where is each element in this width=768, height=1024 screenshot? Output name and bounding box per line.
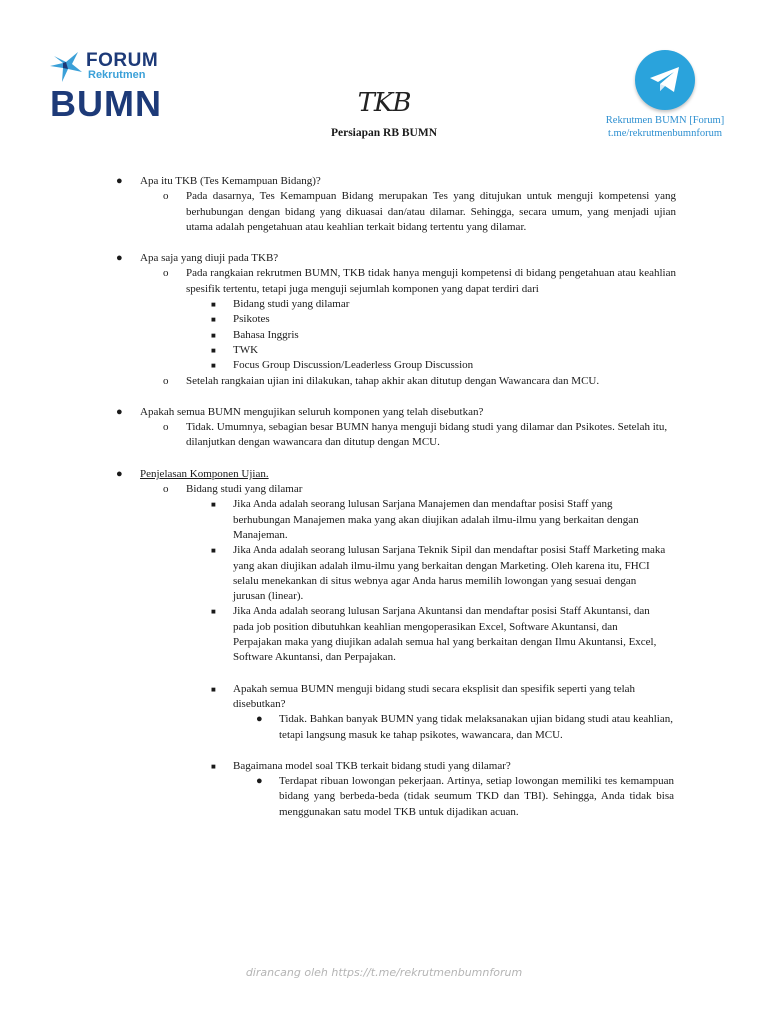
square-bullet-icon: ■ bbox=[211, 500, 216, 510]
footer-credit: dirancang oleh https://t.me/rekrutmenbumnforum bbox=[245, 966, 523, 979]
square-bullet-icon: ■ bbox=[211, 345, 216, 355]
document-body bbox=[0, 174, 768, 820]
square-bullet-icon: ■ bbox=[211, 315, 216, 325]
circle-bullet-icon: o bbox=[163, 190, 169, 203]
list-item: ■ Bahasa Inggris bbox=[0, 328, 768, 343]
subheading-bidang-studi: o Bidang studi yang dilamar bbox=[0, 482, 768, 497]
question-1: ● Apa itu TKB (Tes Kemampuan Bidang)? bbox=[0, 174, 768, 189]
circle-bullet-icon: o bbox=[163, 483, 169, 496]
square-bullet-icon: ■ bbox=[211, 361, 216, 371]
bullet-icon: ● bbox=[256, 775, 263, 788]
telegram-channel-link[interactable]: t.me/rekrutmenbumnforum bbox=[607, 128, 722, 139]
circle-bullet-icon: o bbox=[163, 267, 169, 280]
answer-2b: o Setelah rangkaian ujian ini dilakukan, tahap akhir akan ditutup dengan Wawancara dan MCU. bbox=[0, 374, 768, 389]
document-title: TKB bbox=[357, 88, 411, 118]
question-2: ● Apa saja yang diuji pada TKB? bbox=[0, 251, 768, 266]
circle-bullet-icon: o bbox=[163, 374, 169, 387]
answer-eksplisit: ● Tidak. Bahkan banyak BUMN yang tidak melaksanakan ujian bidang studi atau keahlian, tetapi langsung masuk ke tahap psikotes, wawancara, dan MCU. bbox=[256, 713, 673, 741]
question-model-soal: ■ Bagaimana model soal TKB terkait bidang studi yang dilamar? bbox=[0, 759, 768, 774]
question-3: ● Apakah semua BUMN mengujikan seluruh komponen yang telah disebutkan? bbox=[0, 405, 768, 420]
square-bullet-icon: ■ bbox=[211, 300, 216, 310]
square-bullet-icon: ■ bbox=[211, 684, 216, 694]
list-item: ■ Focus Group Discussion/Leaderless Group Discussion bbox=[0, 358, 768, 373]
logo-rekrutmen-text: Rekrutmen bbox=[88, 69, 146, 81]
answer-2: o Pada rangkaian rekrutmen BUMN, TKB tidak hanya menguji kompetensi di bidang pengetahuan atau keahlian spesifik tertentu, tetapi juga menguji sejumlah komponen yang dapat terdiri dari bbox=[163, 267, 676, 295]
bullet-icon: ● bbox=[256, 713, 263, 726]
bullet-icon: ● bbox=[116, 252, 123, 265]
paragraph-manajemen: ■ Jika Anda adalah seorang lulusan Sarjana Manajemen dan mendaftar posisi Staff yang berhubungan Manajemen maka yang akan diujikan adalah ilmu-ilmu yang berkaitan dengan Manajeman. bbox=[211, 498, 639, 541]
answer-model-soal: ● Terdapat ribuan lowongan pekerjaan. Artinya, setiap lowongan memiliki tes kemampuan bidang yang berbeda-beda (tidak seumum TKD dan TBI). Sehingga, Anda tidak bisa menggunakan satu model TKB untuk dijadikan acuan. bbox=[256, 775, 674, 818]
bullet-icon: ● bbox=[116, 405, 123, 418]
answer-1: o Pada dasarnya, Tes Kemampuan Bidang merupakan Tes yang ditujukan untuk menguji kompetensi yang berhubungan dengan bidang yang dikuasai dan/atau dilamar. Sehingga, secara umum, yang menjadi ujian utama adalah pengetahuan atau keahlian terkait bidang tertentu yang dilamar. bbox=[163, 190, 676, 233]
bullet-icon: ● bbox=[116, 175, 123, 187]
list-item: ■ Psikotes bbox=[0, 312, 768, 327]
square-bullet-icon: ■ bbox=[211, 546, 216, 556]
paragraph-akuntansi: ■ Jika Anda adalah seorang lulusan Sarjana Akuntansi dan mendaftar posisi Staff Akuntansi, dan pada job position dibutuhkan keahlian mengoperasikan Excel, Software Akuntansi, dan Perpajakan maka yang diujikan adalah semua hal yang berkaitan dengan Ilmu Akuntansi, Excel, Software Akuntansi, dan Perpajakan. bbox=[211, 605, 657, 664]
square-bullet-icon: ■ bbox=[211, 607, 216, 617]
bullet-icon: ● bbox=[116, 467, 123, 480]
circle-bullet-icon: o bbox=[163, 421, 169, 434]
list-item: ■ TWK bbox=[0, 343, 768, 358]
question-4: ● Penjelasan Komponen Ujian. bbox=[0, 467, 768, 482]
telegram-channel-name: Rekrutmen BUMN [Forum] bbox=[605, 115, 725, 126]
list-item: ■ Bidang studi yang dilamar bbox=[0, 297, 768, 312]
star-figure-icon bbox=[48, 50, 88, 84]
logo-forum-text: FORUM bbox=[86, 50, 159, 71]
answer-3: o Tidak. Umumnya, sebagian besar BUMN hanya menguji bidang studi yang dilamar dan Psikotes. Setelah itu, dilanjutkan dengan wawancara dan ditutup dengan MCU. bbox=[163, 421, 668, 449]
question-eksplisit: ■ Apakah semua BUMN menguji bidang studi secara eksplisit dan spesifik seperti yang telah disebutkan? bbox=[211, 682, 636, 710]
square-bullet-icon: ■ bbox=[211, 761, 216, 771]
document-subtitle: Persiapan RB BUMN bbox=[330, 127, 438, 139]
paragraph-teknik-sipil: ■ Jika Anda adalah seorang lulusan Sarjana Teknik Sipil dan mendaftar posisi Staff Marketing maka yang akan diujikan adalah ilmu-ilmu yang berkaitan dengan Marketing. Oleh karena itu, FHCI selalu menekankan di situs webnya agar Anda harus memilih lowongan yang sesuai dengan jurusan (linear). bbox=[211, 544, 666, 603]
square-bullet-icon: ■ bbox=[211, 330, 216, 340]
logo-bumn-text: BUMN bbox=[50, 83, 162, 124]
